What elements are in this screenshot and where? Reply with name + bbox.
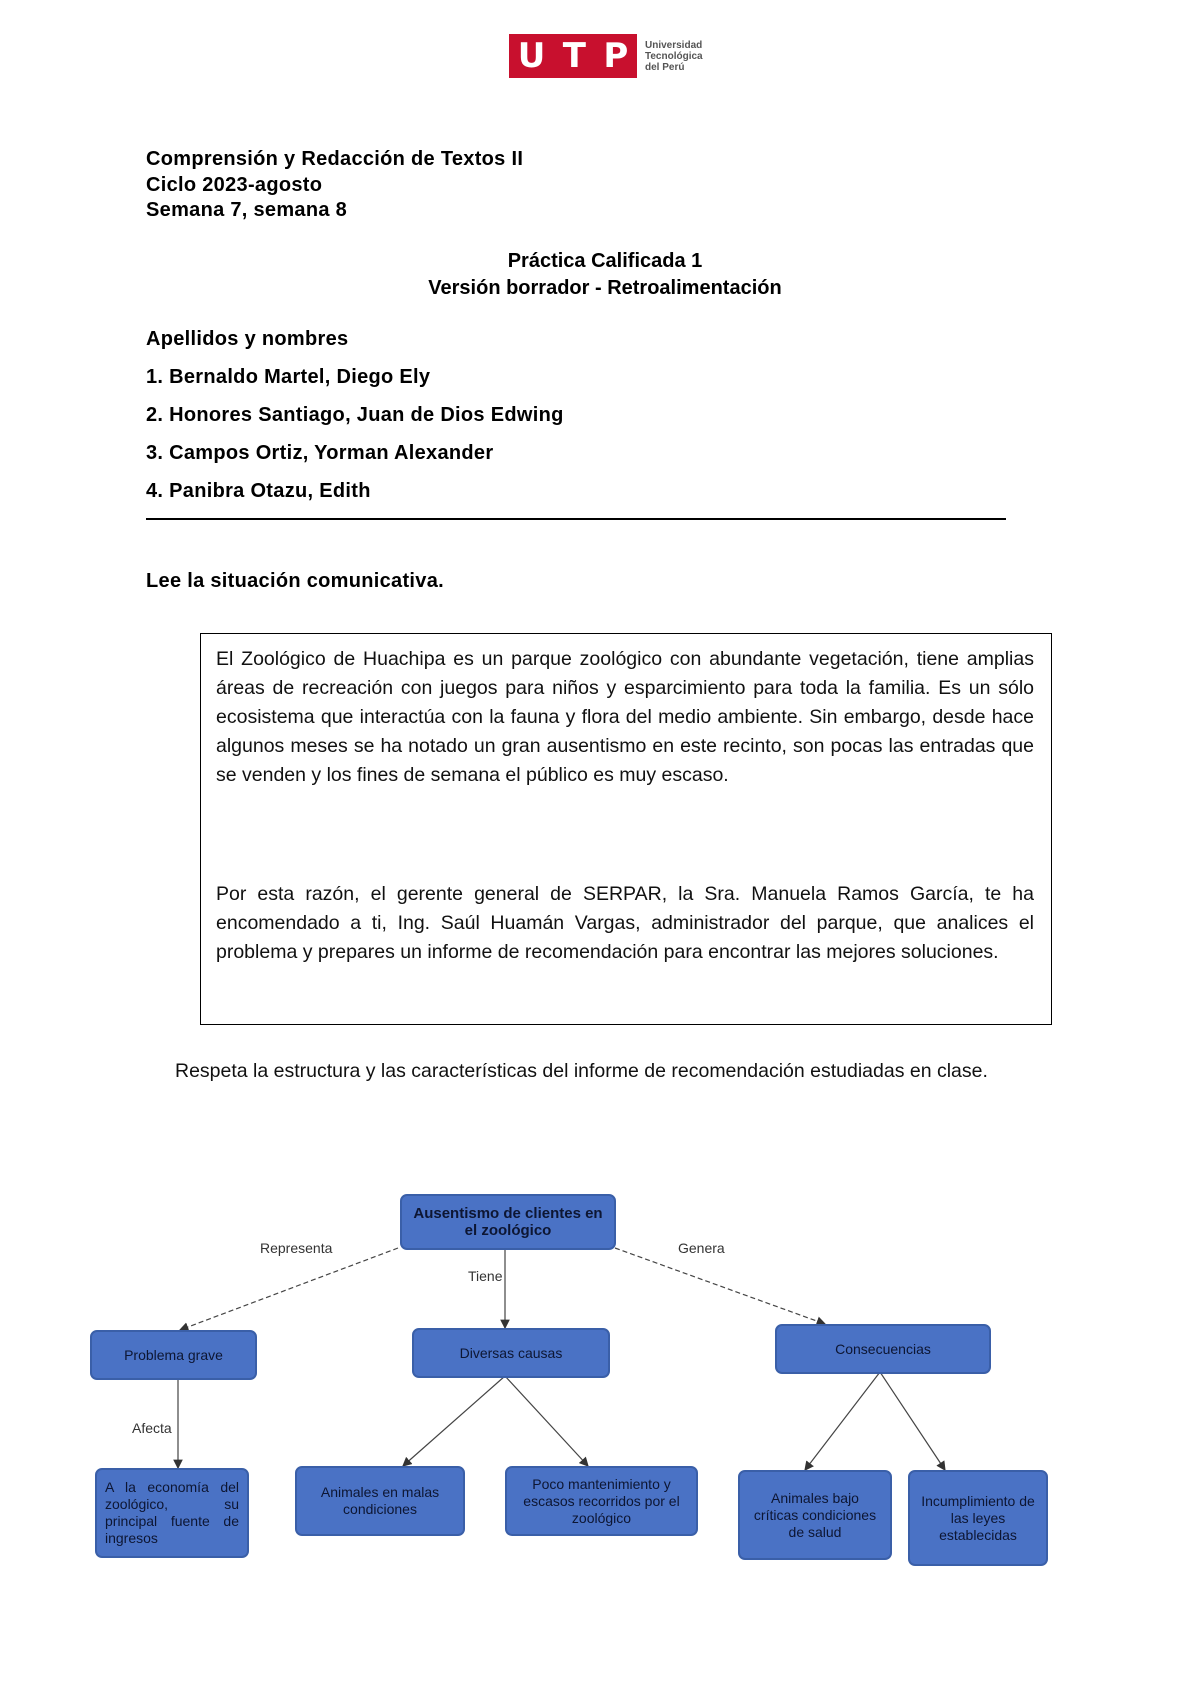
edge-label-affects: Afecta (132, 1420, 172, 1436)
instruction-text: Lee la situación comunicativa. (146, 570, 444, 592)
students-heading: Apellidos y nombres (146, 328, 349, 350)
logo-letter-t: T (562, 36, 586, 76)
logo-subtitle (645, 40, 703, 73)
logo-subtitle-line: Tecnológica (645, 50, 703, 62)
instruction-note: Respeta la estructura y las características del informe de recomendación estudiadas en clase. (175, 1060, 988, 1082)
student-name: 4. Panibra Otazu, Edith (146, 480, 371, 502)
student-name: 1. Bernaldo Martel, Diego Ely (146, 366, 431, 388)
edge-label-generates: Genera (678, 1240, 725, 1256)
edge-cause-2 (505, 1376, 588, 1466)
utp-logo (509, 34, 703, 78)
document-subtitle: Versión borrador - Retroalimentación (428, 277, 782, 299)
edge-represents (180, 1248, 398, 1330)
node-problem: Problema grave (90, 1330, 257, 1380)
separator-line (146, 518, 1006, 520)
cycle-label: Ciclo 2023-agosto (146, 174, 323, 196)
concept-map (0, 1180, 1200, 1580)
student-name: 3. Campos Ortiz, Yorman Alexander (146, 442, 494, 464)
situation-paragraph-1: El Zoológico de Huachipa es un parque zoológico con abundante vegetación, tiene amplias áreas de recreación con juegos para niños y esparcimiento para toda la familia. Es un sólo ecosistema que interactúa con la fauna y flora del medio ambiente. Sin embargo, desde hace algunos meses se ha notado un gran ausentismo en este recinto, son pocas las entradas que se venden y los fines de semana el público es muy escaso. (216, 648, 1034, 786)
node-cause-animals: Animales en malas condiciones (295, 1466, 465, 1536)
logo-subtitle-line: del Perú (645, 61, 685, 73)
node-cause-maintenance: Poco mantenimiento y escasos recorridos por el zoológico (505, 1466, 698, 1536)
student-name: 2. Honores Santiago, Juan de Dios Edwing (146, 404, 564, 426)
utp-logo-mark (509, 34, 637, 78)
node-consequences: Consecuencias (775, 1324, 991, 1374)
node-effect-economy: A la economía del zoológico, su principal fuente de ingresos (95, 1468, 249, 1558)
edge-cause-1 (403, 1376, 505, 1466)
course-name: Comprensión y Redacción de Textos II (146, 148, 524, 170)
edge-generates (615, 1248, 825, 1324)
logo-letter-p: P (603, 36, 629, 76)
node-root: Ausentismo de clientes en el zoológico (400, 1194, 616, 1250)
edge-label-represents: Representa (260, 1240, 333, 1256)
edge-label-has: Tiene (468, 1268, 503, 1284)
document-title: Práctica Calificada 1 (507, 250, 703, 272)
edge-conseq-2 (880, 1372, 945, 1470)
situation-paragraph-2: Por esta razón, el gerente general de SERPAR, la Sra. Manuela Ramos García, te ha encomendado a ti, Ing. Saúl Huamán Vargas, administrador del parque, que analices el problema y prepares un informe de recomendación para encontrar las mejores soluciones. (216, 883, 1034, 963)
node-conseq-laws: Incumplimiento de las leyes establecidas (908, 1470, 1048, 1566)
edge-conseq-1 (805, 1372, 880, 1470)
week-label: Semana 7, semana 8 (146, 199, 348, 221)
logo-subtitle-line: Universidad (645, 39, 703, 51)
logo-letter-u: U (517, 36, 546, 76)
node-causes: Diversas causas (412, 1328, 610, 1378)
node-conseq-health: Animales bajo críticas condiciones de salud (738, 1470, 892, 1560)
